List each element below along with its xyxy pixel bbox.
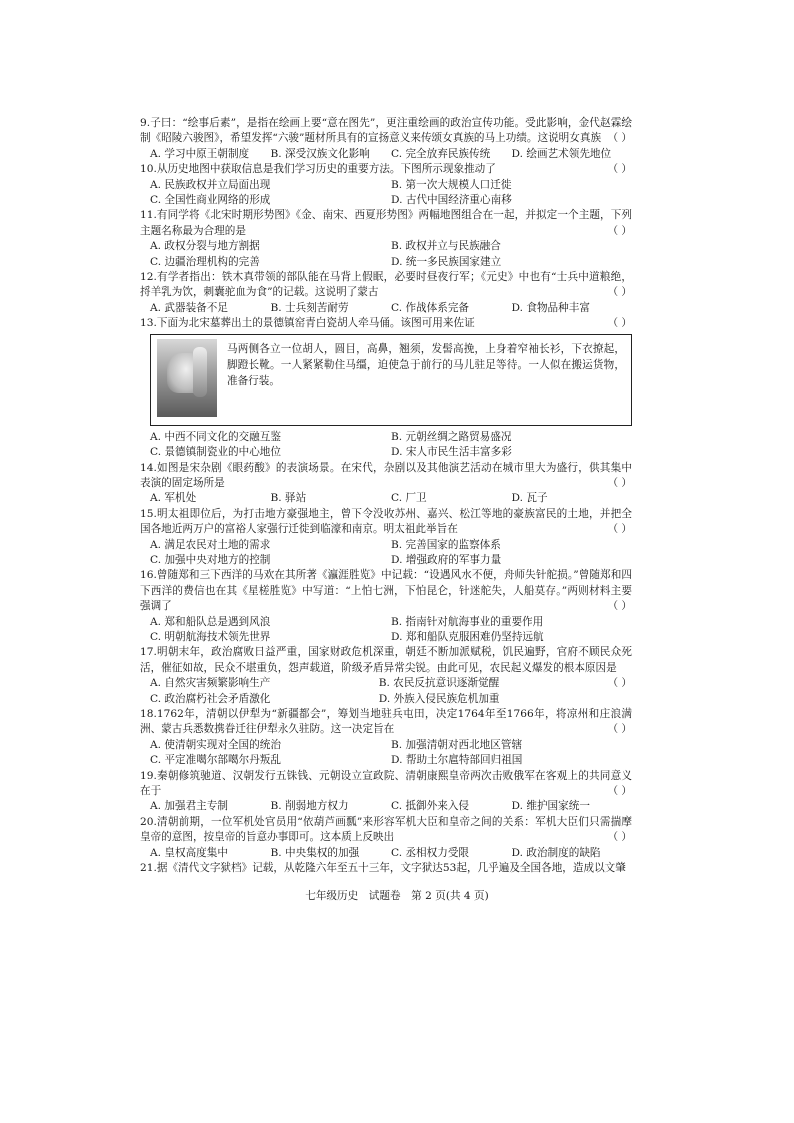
question-19 — [140, 769, 632, 815]
option-b: B. 指南针对航海事业的重要作用 — [391, 615, 544, 628]
option-c: C. 丞相权力受限 — [391, 846, 470, 859]
question-21 — [140, 861, 632, 876]
option-d: D. 郑和船队克服困难仍坚持远航 — [391, 630, 544, 643]
figurine-photo — [157, 339, 217, 417]
options — [150, 147, 632, 162]
answer-bracket: （ ） — [607, 163, 632, 176]
answer-bracket: （ ） — [607, 286, 632, 299]
groom-figure — [193, 347, 207, 397]
option-d: D. 古代中国经济重心南移 — [391, 194, 512, 207]
question-stem: 11.有同学将《北宋时期形势图》《金、南宋、西夏形势图》两幅地图组合在一起，并拟定一个主题，下列主题名称最为合理的是 （ ） — [140, 208, 632, 239]
option-b: B. 中央集权的加强 — [270, 846, 360, 859]
question-stem: 19.秦朝修筑驰道、汉朝发行五铢钱、元朝设立宣政院、清朝康熙皇帝两次击败俄军在客观上的共同意义在于 （ ） — [140, 769, 632, 800]
answer-bracket: （ ） — [607, 831, 632, 844]
option-c: C. 全国性商业网络的形成 — [150, 194, 271, 207]
option-a: A. 皇权高度集中 — [150, 846, 228, 859]
option-a: A. 政权分裂与地方割据 — [150, 240, 260, 253]
option-c: C. 景德镇制瓷业的中心地位 — [150, 446, 281, 459]
question-stem: 12.有学者指出：铁木真带领的部队能在马背上假眠，必要时昼夜行军；《元史》中也有“士兵中道粮绝，捋羊乳为饮，刺囊驼血为食”的记载。这说明了蒙古 （ ） — [140, 270, 632, 301]
question-10 — [140, 162, 632, 208]
exam-page — [140, 116, 632, 876]
question-11 — [140, 208, 632, 270]
option-a: A. 学习中原王朝制度 — [150, 147, 250, 160]
option-d: D. 瓦子 — [511, 492, 548, 505]
answer-bracket: （ ） — [607, 785, 632, 798]
answer-bracket: （ ） — [607, 476, 632, 489]
answer-bracket: （ ） — [607, 677, 632, 690]
option-b: B. 农民反抗意识逐渐觉醒 — [378, 677, 500, 690]
options — [150, 615, 632, 646]
option-c: C. 完全放弃民族传统 — [391, 147, 491, 160]
option-b: B. 深受汉族文化影响 — [270, 147, 370, 160]
option-a: A. 满足农民对土地的需求 — [150, 538, 271, 551]
question-stem: 10.从历史地图中获取信息是我们学习历史的重要方法。下图所示现象推动了 （ ） — [140, 162, 632, 177]
options — [150, 239, 632, 270]
option-b: B. 完善国家的监察体系 — [391, 538, 501, 551]
answer-bracket: （ ） — [607, 317, 632, 330]
question-stem: 17.明朝末年，政治腐败日益严重，国家财政危机深重，朝廷不断加派赋税，饥民遍野，官府不顾民众死活，催征如故，民众不堪重负，怨声载道，阶级矛盾异常尖锐。由此可见，农民起义爆发的根本原因是 （ ） — [140, 645, 632, 676]
option-b: B. 政权并立与民族融合 — [391, 240, 501, 253]
option-d: D. 统一多民族国家建立 — [391, 255, 502, 268]
option-a: A. 郑和船队总是遇到风浪 — [150, 615, 271, 628]
question-12 — [140, 270, 632, 316]
option-d: D. 帮助土尔扈特部回归祖国 — [391, 754, 523, 767]
option-a: A. 自然灾害频繁影响生产 — [150, 677, 271, 690]
option-a: A. 使清朝实现对全国的统治 — [150, 738, 281, 751]
question-stem: 14.如图是宋杂剧《眼药酸》的表演场景。在宋代，杂剧以及其他演艺活动在城市里大为盛行，供其集中表演的固定场所是 （ ） — [140, 461, 632, 492]
option-d: D. 外族入侵民族危机加重 — [378, 692, 500, 705]
question-15 — [140, 507, 632, 569]
question-14 — [140, 461, 632, 507]
material-text: 马两侧各立一位胡人，圆目，高鼻，翘须，发髻高挽，上身着窄袖长衫，下衣撩起，脚蹬长靴。一人紧紧勒住马缰，迫使急于前行的马儿驻足等待。一人似在搬运货物，准备行装。 — [227, 342, 625, 387]
option-b: B. 第一次大规模人口迁徙 — [391, 178, 512, 191]
option-d: D. 维护国家统一 — [511, 800, 590, 813]
option-c: C. 抵御外来入侵 — [391, 800, 470, 813]
question-20 — [140, 815, 632, 861]
question-18 — [140, 707, 632, 769]
option-d: D. 增强政府的军事力量 — [391, 553, 502, 566]
option-c: C. 厂卫 — [391, 492, 427, 505]
option-c: C. 加强中央对地方的控制 — [150, 553, 271, 566]
answer-bracket: （ ） — [607, 132, 632, 145]
question-stem: 15.明太祖即位后，为打击地方豪强地主，曾下令没收苏州、嘉兴、松江等地的豪族富民的土地，并把全国各地近两万户的富裕人家强行迁徙到临濠和南京。明太祖此举旨在 （ ） — [140, 507, 632, 538]
options — [150, 178, 632, 209]
answer-bracket: （ ） — [607, 224, 632, 237]
question-13 — [140, 316, 632, 460]
options — [150, 491, 632, 506]
answer-bracket: （ ） — [607, 600, 632, 613]
option-a: A. 武器装备不足 — [150, 301, 228, 314]
options — [150, 430, 632, 461]
option-a: A. 民族政权并立局面出现 — [150, 178, 271, 191]
option-c: C. 明朝航海技术领先世界 — [150, 630, 271, 643]
page-footer: 七年级历史 试题卷 第 2 页(共 4 页) — [305, 890, 489, 902]
answer-bracket: （ ） — [607, 523, 632, 536]
question-9 — [140, 116, 632, 162]
option-b: B. 加强清朝对西北地区管辖 — [391, 738, 523, 751]
option-b: B. 元朝丝绸之路贸易盛况 — [391, 430, 512, 443]
option-d: D. 政治制度的缺陷 — [511, 846, 601, 859]
question-stem: 21.据《清代文字狱档》记载，从乾隆六年至五十三年，文字狱达53起，几乎遍及全国各地，造成以文肇 — [140, 862, 626, 875]
options — [150, 799, 632, 814]
options — [150, 301, 632, 316]
option-c: C. 作战体系完备 — [391, 301, 470, 314]
option-c: C. 政治腐朽社会矛盾激化 — [150, 692, 271, 705]
option-b: B. 驿站 — [270, 492, 307, 505]
question-16 — [140, 568, 632, 645]
question-stem: 20.清朝前期，一位军机处官员用“依葫芦画瓢”来形容军机大臣和皇帝之间的关系：军机大臣们只需揣摩皇帝的意图，按皇帝的旨意办事即可。这本质上反映出 （ ） — [140, 815, 632, 846]
option-a: A. 中西不同文化的交融互鉴 — [150, 430, 281, 443]
option-d: D. 宋人市民生活丰富多彩 — [391, 446, 512, 459]
option-d: D. 食物品种丰富 — [511, 301, 590, 314]
option-b: B. 削弱地方权力 — [270, 800, 349, 813]
question-stem: 18.1762年，清朝以伊犁为“新疆都会”，筹划当地驻兵屯田，决定1764年至1766年，将凉州和庄浪满洲、蒙古兵悉数携眷迁往伊犁永久驻防。这一决定旨在 （ ） — [140, 707, 632, 738]
options — [150, 676, 607, 707]
question-stem: 16.曾随郑和三下西洋的马欢在其所著《瀛涯胜览》中记载：“设遇风水不便，舟师失针舵损。”曾随郑和四下西洋的费信也在其《星槎胜览》中写道：“上怕七洲，下怕昆仑，针迷舵失，人船莫存。”两则材料主要强调了 （ ） — [140, 568, 632, 614]
material-box — [150, 334, 632, 426]
option-d: D. 绘画艺术领先地位 — [511, 147, 612, 160]
options — [150, 538, 632, 569]
option-c: C. 平定准噶尔部噶尔丹叛乱 — [150, 754, 281, 767]
options — [150, 846, 632, 861]
option-a: A. 加强君主专制 — [150, 800, 228, 813]
question-stem: 13.下面为北宋墓葬出土的景德镇窑青白瓷胡人牵马俑。该图可用来佐证 （ ） — [140, 316, 632, 331]
answer-bracket: （ ） — [607, 723, 632, 736]
question-17 — [140, 645, 632, 707]
question-stem: 9.子曰：“绘事后素”，是指在绘画上要“意在图先”，更注重绘画的政治宣传功能。受此影响，金代赵霖绘制《昭陵六骏图》，希望发挥“六骏”题材所具有的宣扬意义来传颂女真族的马上功绩。这说明女真族 （ ） — [140, 116, 632, 147]
option-a: A. 军机处 — [150, 492, 197, 505]
option-c: C. 边疆治理机构的完善 — [150, 255, 260, 268]
options — [150, 738, 632, 769]
option-b: B. 士兵刻苦耐劳 — [270, 301, 349, 314]
